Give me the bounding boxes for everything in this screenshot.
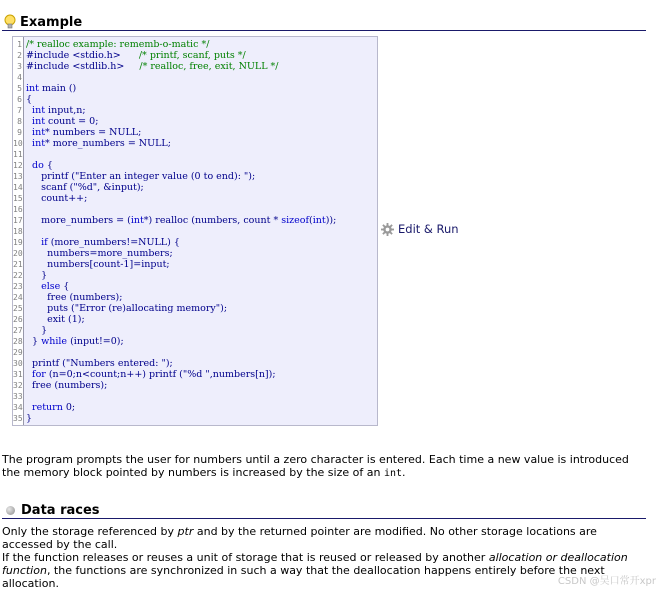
line-number: 7 (17, 106, 22, 115)
code-line (13, 237, 377, 248)
code-token: )); (325, 215, 337, 226)
code-block (12, 36, 378, 426)
code-line (13, 182, 377, 193)
line-number: 14 (13, 183, 23, 192)
code-text (26, 182, 144, 193)
line-number: 26 (13, 315, 23, 324)
data-races-heading (4, 500, 100, 520)
code-text (26, 116, 98, 127)
code-token: } (26, 325, 48, 336)
code-line (13, 50, 377, 61)
code-token: scanf ("%d", &input); (26, 182, 144, 193)
code-line (13, 39, 377, 50)
line-number: 23 (13, 282, 23, 291)
code-line (13, 281, 377, 292)
code-keyword: int (32, 116, 46, 127)
edit-run-label[interactable]: Edit & Run (398, 222, 459, 236)
example-description: The program prompts the user for numbers until a zero character is entered. Each time a new value is introduced the memory block pointed by numbers is increased by the size of an int. (2, 453, 629, 479)
code-token: ( (309, 215, 313, 226)
code-line (13, 325, 377, 336)
code-token: numbers=more_numbers; (26, 248, 173, 259)
example-title: Example (20, 14, 83, 30)
code-text (26, 160, 53, 171)
example-divider (2, 30, 646, 31)
code-keyword: for (32, 369, 46, 380)
code-text (26, 380, 107, 391)
code-line (13, 336, 377, 347)
watermark: CSDN @吴口常开xpr (557, 576, 656, 587)
code-line (13, 391, 377, 402)
line-number: 35 (13, 414, 23, 423)
example-heading (4, 12, 82, 32)
code-text (26, 292, 122, 303)
code-line (13, 380, 377, 391)
code-line (13, 413, 377, 424)
code-line (13, 61, 377, 72)
code-token: #include <stdio.h> (26, 50, 139, 61)
code-token: main () (38, 83, 77, 94)
line-number: 15 (13, 194, 23, 203)
code-line (13, 215, 377, 226)
code-token: { (43, 160, 53, 171)
code-token: } (26, 270, 48, 281)
bullet-icon (6, 506, 15, 515)
line-number: 22 (13, 271, 23, 280)
code-line (13, 270, 377, 281)
line-number: 25 (13, 304, 23, 313)
line-number: 16 (13, 205, 23, 214)
code-text (26, 237, 180, 248)
line-number: 3 (17, 62, 22, 71)
code-token: { (60, 281, 70, 292)
code-text (26, 39, 209, 50)
code-token: count = 0; (45, 116, 99, 127)
code-text (26, 369, 276, 380)
code-keyword: int (32, 138, 46, 149)
code-text (26, 270, 47, 281)
code-line (13, 83, 377, 94)
line-number: 17 (13, 216, 23, 225)
line-number: 1 (17, 40, 22, 49)
code-line (13, 138, 377, 149)
code-text (26, 50, 246, 61)
code-text (26, 193, 87, 204)
code-text (26, 358, 173, 369)
code-line (13, 149, 377, 160)
code-comment: /* printf, scanf, puts */ (138, 50, 246, 61)
code-token: (n=0;n<count;n++) printf ("%d ",numbers[n]); (45, 369, 276, 380)
code-line (13, 171, 377, 182)
code-text (26, 325, 47, 336)
code-keyword: int (32, 127, 46, 138)
code-text (26, 127, 141, 138)
code-keyword: int (130, 215, 144, 226)
line-number: 8 (17, 117, 22, 126)
code-line (13, 303, 377, 314)
line-number: 31 (13, 370, 23, 379)
code-keyword: return (32, 402, 63, 413)
line-number: 21 (13, 260, 23, 269)
code-token: free (numbers); (26, 380, 108, 391)
code-token: input,n; (45, 105, 86, 116)
line-number: 11 (13, 150, 23, 159)
code-line (13, 369, 377, 380)
code-text (26, 336, 124, 347)
code-text (26, 215, 336, 226)
line-number: 33 (13, 392, 23, 401)
code-text (26, 402, 75, 413)
code-keyword: while (41, 336, 68, 347)
code-token: } (26, 336, 42, 347)
code-text (26, 413, 32, 424)
code-token: printf ("Numbers entered: "); (26, 358, 173, 369)
edit-run-button[interactable] (381, 222, 459, 236)
code-text (26, 171, 255, 182)
code-token: printf ("Enter an integer value (0 to end): "); (26, 171, 256, 182)
code-keyword: do (32, 160, 44, 171)
code-token (26, 237, 41, 248)
code-text (26, 303, 227, 314)
code-text (26, 281, 69, 292)
code-line (13, 347, 377, 358)
code-token: { (26, 94, 33, 105)
line-number: 9 (17, 128, 22, 137)
line-number: 29 (13, 348, 23, 357)
code-line (13, 358, 377, 369)
line-number: 4 (17, 73, 22, 82)
code-line (13, 204, 377, 215)
code-token: count++; (26, 193, 88, 204)
code-text (26, 83, 76, 94)
data-races-divider (2, 518, 646, 519)
code-keyword: int (312, 215, 326, 226)
line-number: 19 (13, 238, 23, 247)
code-keyword: int (32, 105, 46, 116)
code-line (13, 402, 377, 413)
code-text (26, 314, 85, 325)
code-token (26, 281, 41, 292)
code-token: numbers[count-1]=input; (26, 259, 170, 270)
line-number: 27 (13, 326, 23, 335)
line-number: 5 (17, 84, 22, 93)
code-keyword: int (26, 83, 39, 94)
code-line (13, 314, 377, 325)
code-line (13, 72, 377, 83)
code-line (13, 292, 377, 303)
code-line (13, 248, 377, 259)
line-number: 13 (13, 172, 23, 181)
code-token: * more_numbers = NULL; (45, 138, 171, 149)
code-text (26, 259, 170, 270)
code-keyword: if (41, 237, 48, 248)
line-number: 32 (13, 381, 23, 390)
inline-code: int (383, 468, 402, 479)
line-number: 10 (13, 139, 23, 148)
code-line (13, 226, 377, 237)
code-line (13, 259, 377, 270)
code-token: #include <stdlib.h> (26, 61, 140, 72)
code-lines (13, 39, 377, 424)
gear-icon (381, 223, 394, 236)
code-keyword: else (41, 281, 61, 292)
code-token: 0; (62, 402, 76, 413)
code-token: * numbers = NULL; (45, 127, 142, 138)
code-token: more_numbers = ( (26, 215, 131, 226)
code-token: free (numbers); (26, 292, 123, 303)
code-text (26, 138, 171, 149)
code-comment: /* realloc, free, exit, NULL */ (139, 61, 279, 72)
data-races-paragraph-1: Only the storage referenced by ptr and by the returned pointer are modified. No other storage locations are accessed by the call. (2, 525, 597, 551)
code-token: puts ("Error (re)allocating memory"); (26, 303, 228, 314)
code-line (13, 193, 377, 204)
code-text (26, 94, 32, 105)
code-line (13, 94, 377, 105)
code-keyword: sizeof (281, 215, 310, 226)
line-number: 28 (13, 337, 23, 346)
code-text (26, 105, 86, 116)
line-number: 6 (17, 95, 22, 104)
code-token: *) realloc (numbers, count * (143, 215, 282, 226)
line-number: 12 (13, 161, 23, 170)
code-token: } (26, 413, 33, 424)
code-text (26, 248, 173, 259)
code-line (13, 105, 377, 116)
line-number: 20 (13, 249, 23, 258)
data-races-paragraph-2: If the function releases or reuses a unit of storage that is reused or released by another allocation or deallocation function, the functions are synchronized in such a way that the deallocation happens entirely before the next allocation. (2, 551, 628, 590)
code-line (13, 160, 377, 171)
line-number: 18 (13, 227, 23, 236)
code-line (13, 127, 377, 138)
code-comment: /* realloc example: rememb-o-matic */ (26, 39, 210, 50)
code-token: (input!=0); (67, 336, 124, 347)
code-token: (more_numbers!=NULL) { (47, 237, 180, 248)
line-number: 30 (13, 359, 23, 368)
code-line (13, 116, 377, 127)
code-text (26, 61, 278, 72)
line-number: 24 (13, 293, 23, 302)
lightbulb-icon (4, 14, 16, 30)
data-races-title: Data races (21, 502, 100, 518)
line-number: 2 (17, 51, 22, 60)
line-number: 34 (13, 403, 23, 412)
code-token: exit (1); (26, 314, 85, 325)
